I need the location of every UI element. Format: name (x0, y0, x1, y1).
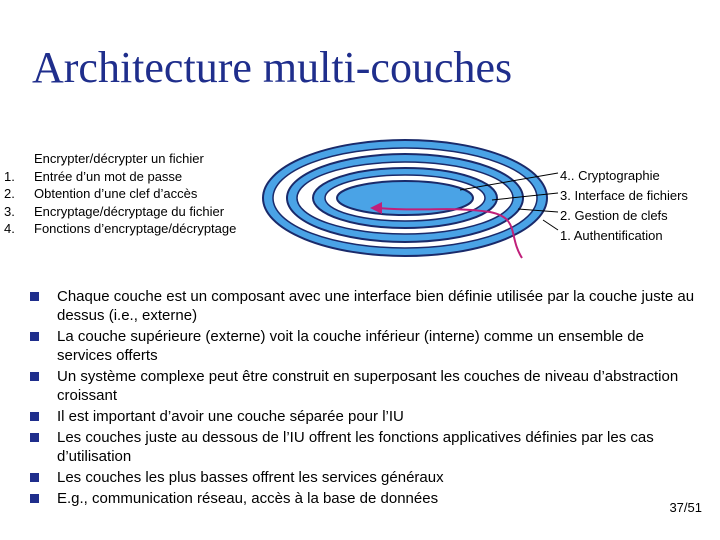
task-step: 1. Entrée d’un mot de passe (4, 168, 183, 184)
bullet-item: Chaque couche est un composant avec une interface bien définie utilisée par la couche juste au dessus (i.e., externe) (30, 287, 700, 325)
slide-title: Architecture multi-couches (32, 43, 513, 92)
leader-line (543, 220, 558, 230)
task-step: 2. Obtention d’une clef d’accès (4, 186, 198, 201)
layer-label: 3. Interface de fichiers (560, 188, 688, 203)
bullet-item: Un système complexe peut être construit en superposant les couches de niveau d’abstraction croissant (30, 367, 700, 405)
bullet-square-icon (30, 372, 39, 381)
bullet-square-icon (30, 412, 39, 421)
layer-label: 4.. Cryptographie (560, 168, 660, 183)
bullet-item: Les couches juste au dessous de l’IU offrent les fonctions applicatives définies par les cas d’utilisation (30, 428, 700, 466)
layer-labels (560, 166, 688, 246)
task-step: 4. Fonctions d’encryptage/décryptage (4, 221, 237, 236)
bullet-item: Les couches les plus basses offrent les services généraux (30, 468, 700, 487)
bullet-item: E.g., communication réseau, accès à la base de données (30, 489, 700, 508)
bullet-item: La couche supérieure (externe) voit la couche inférieur (interne) comme un ensemble de services offerts (30, 327, 700, 365)
layer-label: 2. Gestion de clefs (560, 208, 668, 223)
bullet-square-icon (30, 292, 39, 301)
bullet-square-icon (30, 494, 39, 503)
bullet-square-icon (30, 332, 39, 341)
bullet-list (30, 287, 700, 510)
layer-rings (263, 140, 547, 256)
bullet-square-icon (30, 473, 39, 482)
layer-label: 1. Authentification (560, 228, 663, 243)
task-step: 3. Encryptage/décryptage du fichier (4, 203, 225, 219)
bullet-square-icon (30, 433, 39, 442)
task-heading: Encrypter/décrypter un fichier (34, 151, 204, 166)
bullet-item: Il est important d’avoir une couche séparée pour l’IU (30, 407, 700, 426)
page-number: 37/51 (669, 500, 702, 515)
